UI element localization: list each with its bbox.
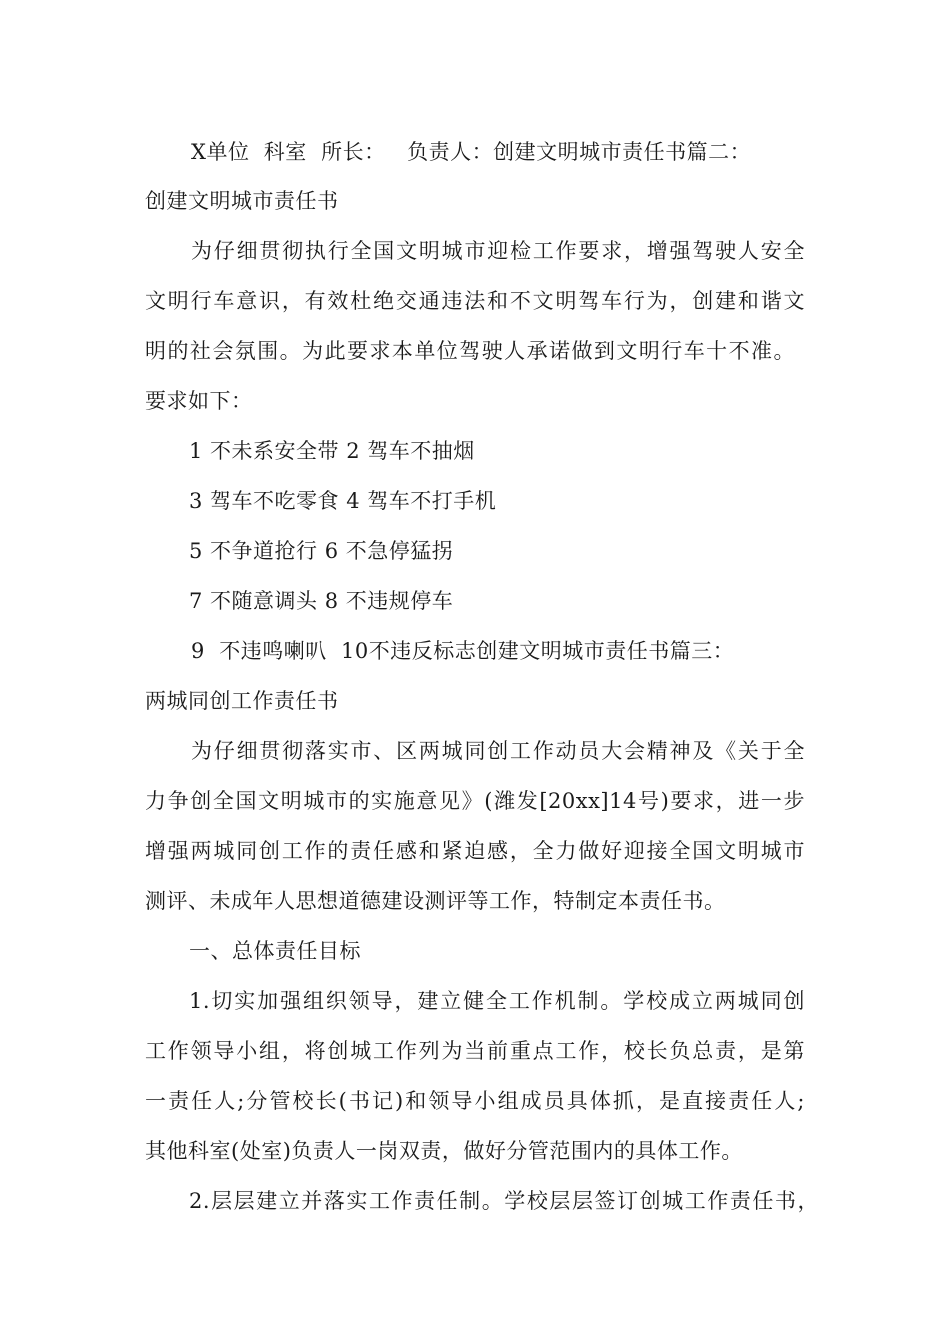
doc-line-16: 测评、未成年人思想道德建设测评等工作，特制定本责任书。 xyxy=(145,889,726,913)
doc-line-8: 3 驾车不吃零食 4 驾车不打手机 xyxy=(189,489,497,513)
doc-line-11: 9 不违鸣喇叭 10不违反标志创建文明城市责任书篇三： xyxy=(191,639,735,663)
doc-line-14: 力争创全国文明城市的实施意见》(潍发[20xx]14号)要求，进一步 xyxy=(145,789,805,813)
doc-line-3: 为仔细贯彻执行全国文明城市迎检工作要求，增强驾驶人安全 xyxy=(191,239,805,263)
doc-line-21: 其他科室(处室)负责人一岗双责，做好分管范围内的具体工作。 xyxy=(145,1139,743,1163)
doc-line-6: 要求如下： xyxy=(145,389,253,413)
doc-line-22: 2.层层建立并落实工作责任制。学校层层签订创城工作责任书， xyxy=(189,1189,819,1213)
doc-line-15: 增强两城同创工作的责任感和紧迫感，全力做好迎接全国文明城市 xyxy=(145,839,805,863)
doc-line-17: 一、总体责任目标 xyxy=(189,939,361,963)
doc-line-18: 1.切实加强组织领导，建立健全工作机制。学校成立两城同创 xyxy=(189,989,805,1013)
doc-line-2: 创建文明城市责任书 xyxy=(145,189,339,213)
doc-line-19: 工作领导小组，将创城工作列为当前重点工作，校长负总责，是第 xyxy=(145,1039,805,1063)
doc-line-13: 为仔细贯彻落实市、区两城同创工作动员大会精神及《关于全 xyxy=(191,739,805,763)
doc-line-5: 明的社会氛围。为此要求本单位驾驶人承诺做到文明行车十不准。 xyxy=(145,339,795,363)
doc-line-12: 两城同创工作责任书 xyxy=(145,689,339,713)
doc-line-4: 文明行车意识，有效杜绝交通违法和不文明驾车行为，创建和谐文 xyxy=(145,289,805,313)
doc-line-20: 一责任人;分管校长(书记)和领导小组成员具体抓，是直接责任人; xyxy=(145,1089,805,1113)
doc-line-10: 7 不随意调头 8 不违规停车 xyxy=(189,589,454,613)
doc-line-7: 1 不未系安全带 2 驾车不抽烟 xyxy=(189,439,475,463)
doc-line-1: X单位 科室 所长： 负责人：创建文明城市责任书篇二： xyxy=(191,140,752,164)
doc-line-9: 5 不争道抢行 6 不急停猛拐 xyxy=(189,539,454,563)
